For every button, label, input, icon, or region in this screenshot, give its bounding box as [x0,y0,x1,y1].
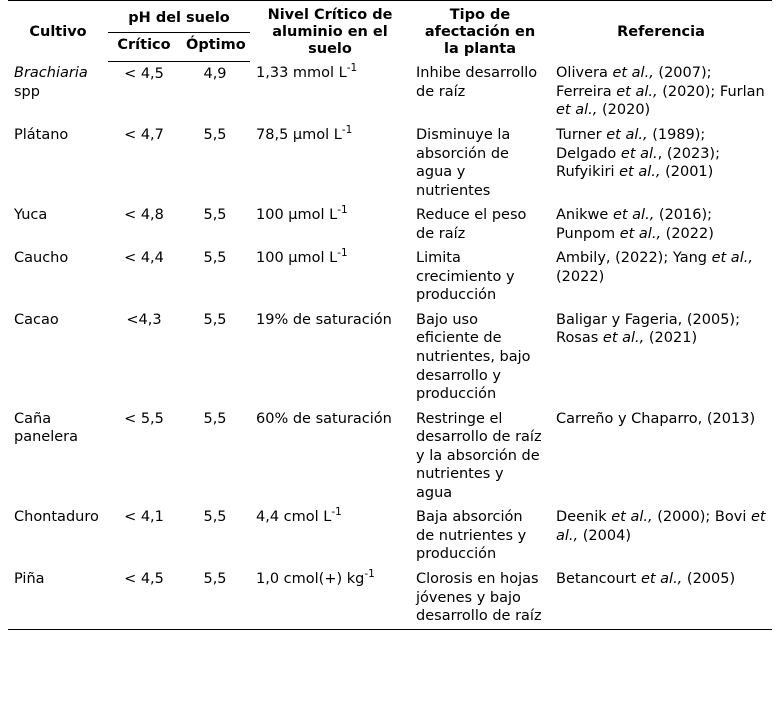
table-row [8,567,772,629]
cell-cultivo: Caucho [14,250,69,267]
table-row [8,505,772,567]
table-row [8,123,772,203]
cell-cultivo: Brachiaria spp [14,65,88,100]
column-header-tipo-afectacion: Tipo de afectación en la planta [410,1,550,62]
cell-nivel-critico-aluminio: 1,0 cmol(+) $kg^{-1}$ [250,567,410,629]
cell-ph-optimo: 5,5 [203,207,227,224]
column-header-critico: Crítico [108,33,180,62]
cell-referencia: Ambily, (2022); Yang et al., (2022) [556,250,753,285]
table-body [8,61,772,629]
cell-referencia: Carreño y Chaparro, (2013) [556,410,756,427]
cell-ph-critico: < 4,4 [124,250,164,267]
cell-ph-critico: < 4,5 [124,65,164,82]
cell-referencia: Anikwe et al., (2016); Punpom et al., (2022) [556,207,714,242]
cell-nivel-critico-aluminio: 100 µmol $L^{-1}$ [256,204,348,224]
cell-cultivo: Chontaduro [14,509,99,526]
cell-cultivo: Cacao [14,311,59,328]
cell-ph-optimo: 5,5 [203,126,227,143]
cell-tipo-afectacion: Clorosis en hojas jóvenes y bajo desarrollo de raíz [410,567,550,629]
cell-nivel-critico-aluminio: 1,33 mmol $L^{-1}$ [256,62,358,82]
cell-referencia: Turner et al., (1989); Delgado et al., (2023); Rufyikiri et al., (2001) [556,126,720,181]
column-header-referencia: Referencia [550,1,772,62]
cell-referencia: Deenik et al., (2000); Bovi et al., (2004) [556,509,766,544]
cell-ph-optimo: 4,9 [203,65,227,82]
cell-cultivo: Piña [8,567,108,629]
cell-tipo-afectacion: Baja absorción de nutrientes y producción [416,509,527,563]
column-header-ph-group: pH del suelo [108,1,250,33]
cell-ph-critico: < 5,5 [124,410,164,427]
cell-referencia: Baligar y Fageria, (2005); Rosas et al., (2021) [556,311,740,347]
table-row [8,203,772,246]
cell-cultivo: Plátano [14,126,69,143]
cell-ph-optimo: 5,5 [203,250,227,267]
cell-tipo-afectacion: Bajo uso eficiente de nutrientes, bajo desarrollo y producción [416,311,531,403]
cell-tipo-afectacion: Restringe el desarrollo de raíz y la absorción de nutrientes y agua [416,410,542,501]
cell-tipo-afectacion: Disminuye la absorción de agua y nutrientes [416,126,511,199]
cell-ph-critico: < 4,1 [124,509,164,526]
cell-nivel-critico-aluminio: 100 µmol $L^{-1}$ [256,247,348,267]
cell-ph-optimo: 5,5 [203,509,227,526]
column-header-cultivo: Cultivo [8,1,108,62]
cell-tipo-afectacion: Inhibe desarrollo de raíz [416,65,538,100]
cell-ph-optimo: 5,5 [203,410,227,427]
cell-nivel-critico-aluminio: 78,5 µmol $L^{-1}$ [256,124,353,143]
cell-ph-optimo: 5,5 [203,311,227,328]
cell-cultivo: Yuca [14,207,48,224]
cell-ph-critico: < 4,7 [124,126,164,143]
cell-ph-critico: <4,3 [126,311,162,328]
cell-nivel-critico-aluminio: 4,4 cmol $L^{-1}$ [256,506,342,526]
soil-ph-aluminium-table [8,0,772,630]
cell-nivel-critico-aluminio: 60% de saturación [256,410,392,427]
cell-cultivo: Caña panelera [14,410,78,446]
column-header-nivel-critico: Nivel Crítico de aluminio en el suelo [250,1,410,62]
table-header-row-primary [8,1,772,33]
table-row [8,308,772,407]
cell-tipo-afectacion: Reduce el peso de raíz [416,207,527,242]
cell-ph-optimo: 5,5 [180,567,250,629]
cell-ph-critico: < 4,8 [124,207,164,224]
cell-referencia: Olivera et al., (2007); Ferreira et al., (2020); Furlan et al., (2020) [556,65,765,119]
cell-nivel-critico-aluminio: 19% de saturación [256,311,392,328]
cell-referencia: Betancourt et al., (2005) [550,567,772,629]
table-row [8,246,772,308]
table-row [8,61,772,123]
column-header-optimo: Óptimo [180,33,250,62]
cell-ph-critico: < 4,5 [108,567,180,629]
table-row [8,407,772,506]
cell-tipo-afectacion: Limita crecimiento y producción [416,250,515,304]
table-header [8,1,772,62]
